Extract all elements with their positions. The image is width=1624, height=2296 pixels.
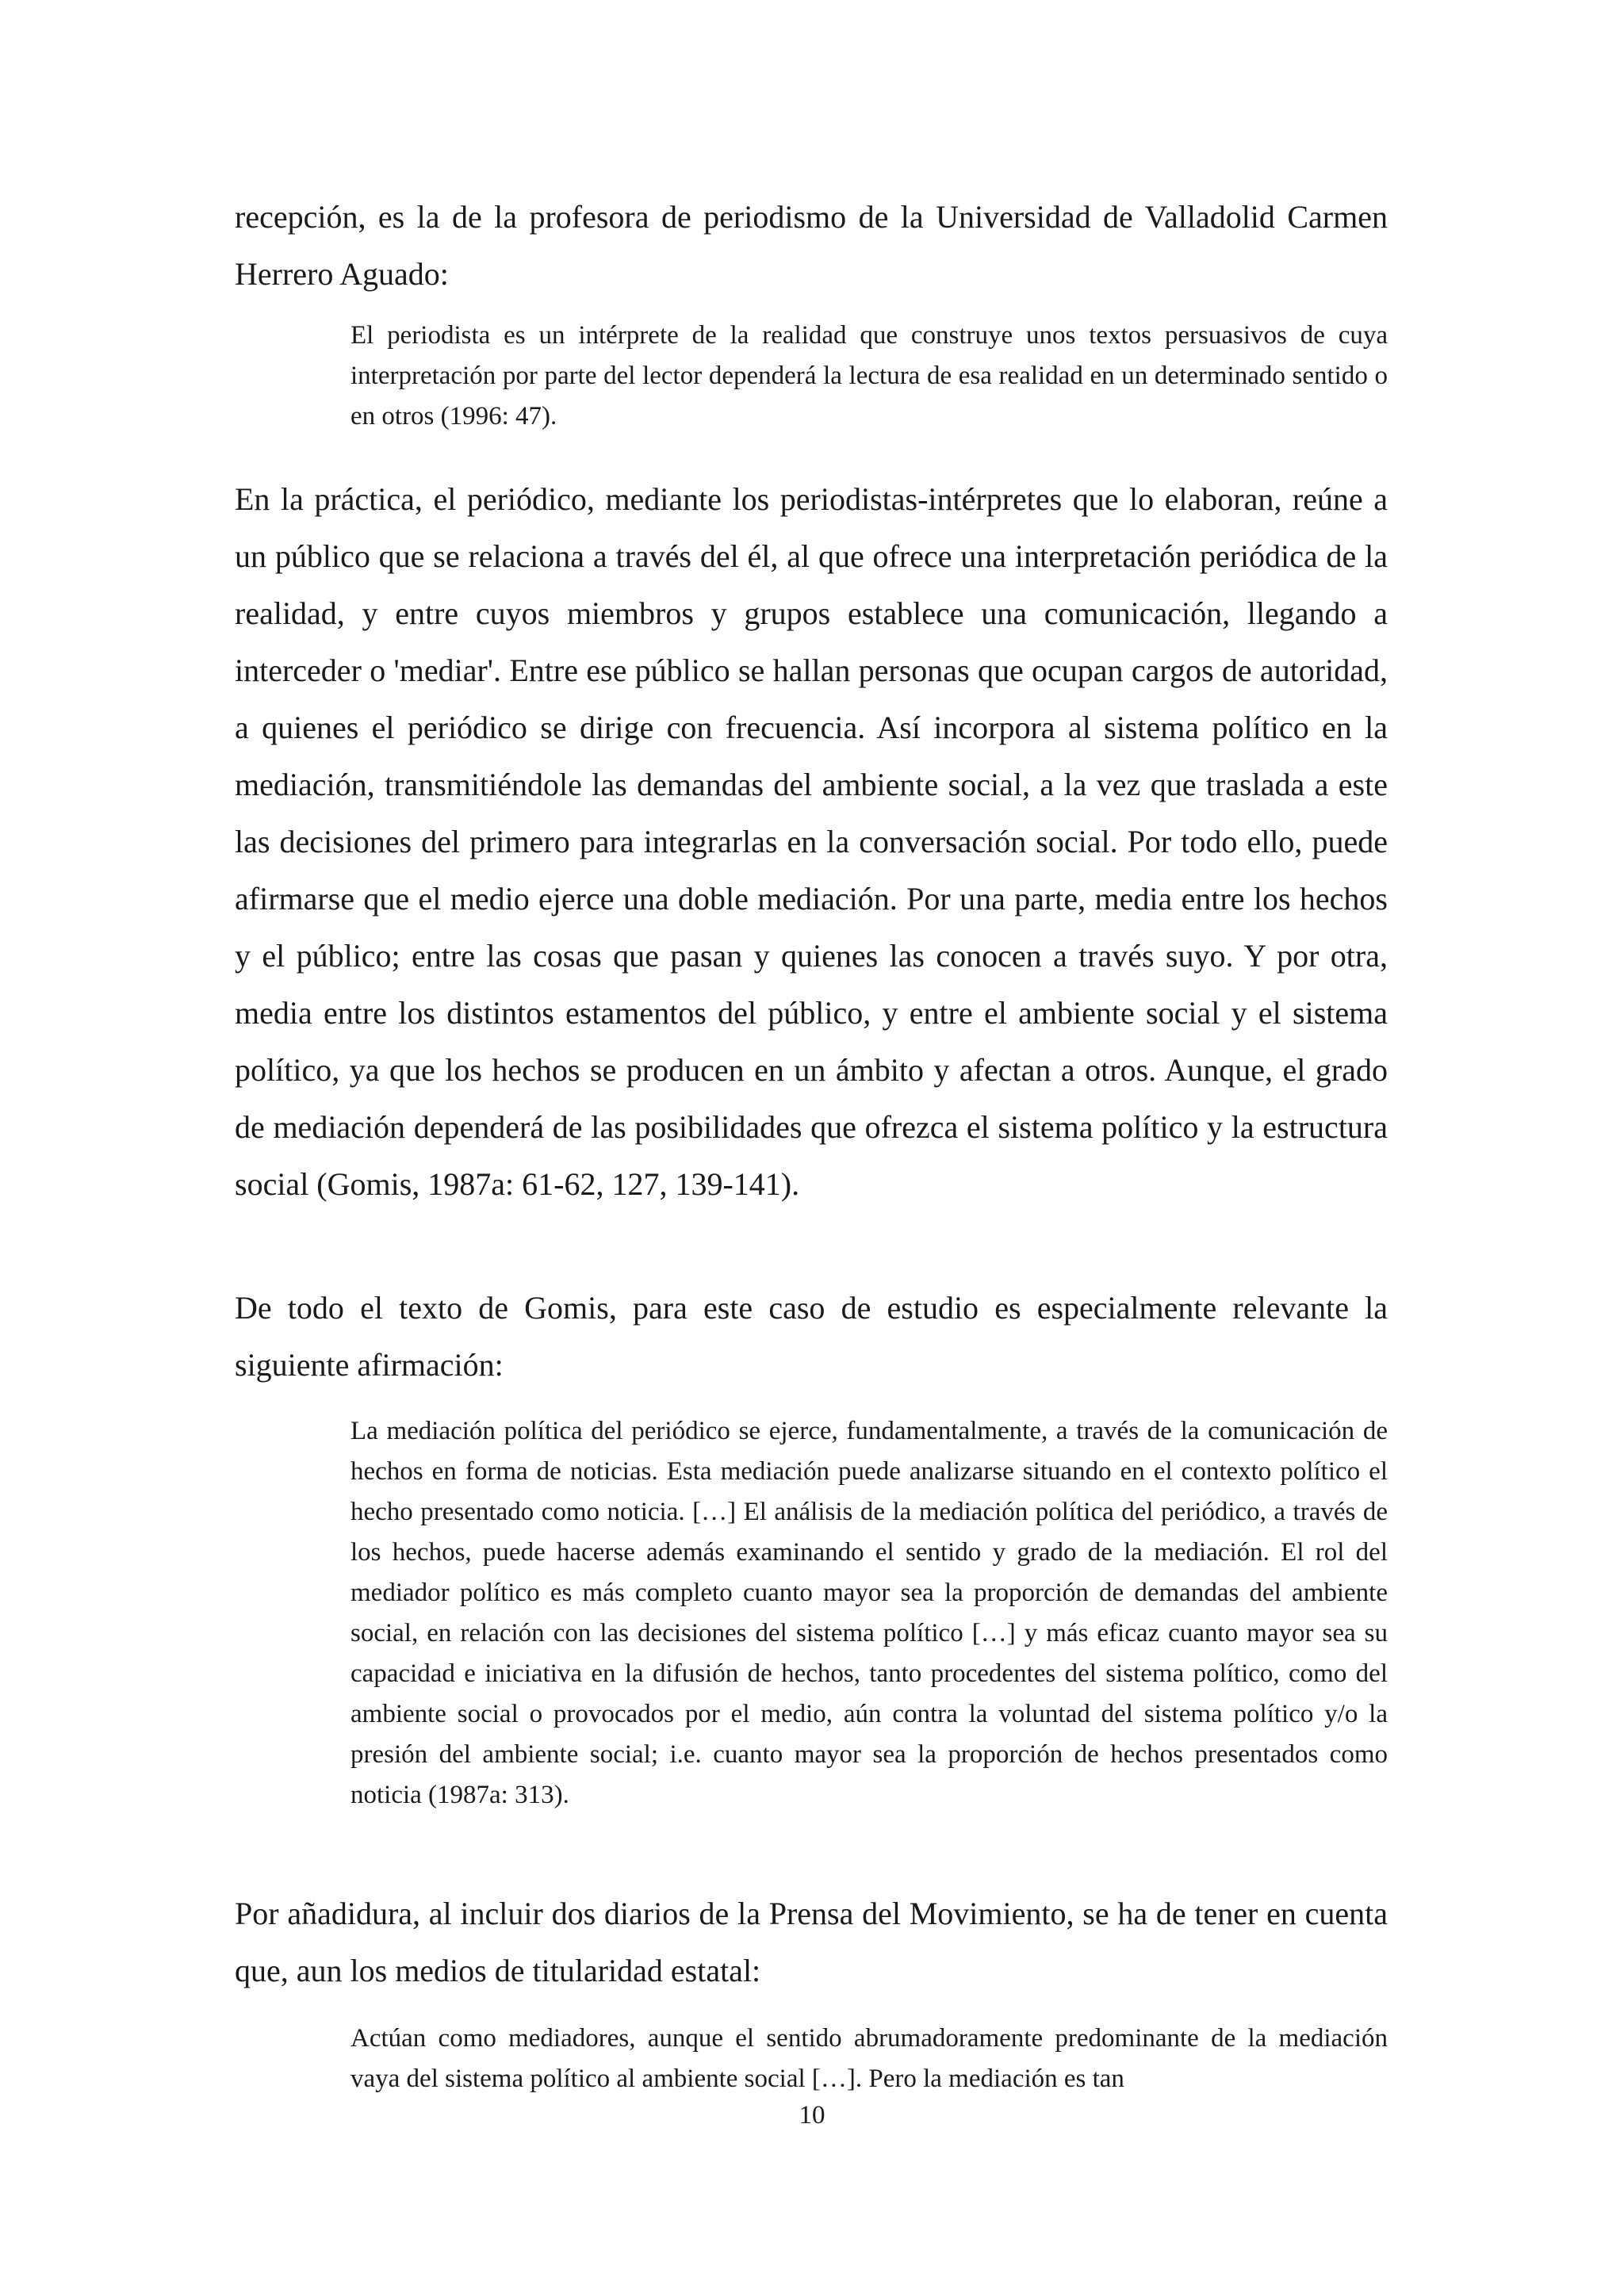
paragraph-mediation: En la práctica, el periódico, mediante los periodistas-intérpretes que lo elaboran, reúne a un público que se relaciona a través del él, al que ofrece una interpretación periódica de la realidad, y entre cuyos miembros y grupos establece una comunicación, llegando a interceder o 'mediar'. Entre ese público se hallan personas que ocupan cargos de autoridad, a quienes el periódico se dirige con frecuencia. Así incorpora al sistema político en la mediación, transmitiéndole las demandas del ambiente social, a la vez que traslada a este las decisiones del primero para integrarlas en la conversación social. Por todo ello, puede afirmarse que el medio ejerce una doble mediación. Por una parte, media entre los hechos y el público; entre las cosas que pasan y quienes las conocen a través suyo. Y por otra, media entre los distintos estamentos del público, y entre el ambiente social y el sistema político, ya que los hechos se producen en un ámbito y afectan a otros. Aunque, el grado de mediación dependerá de las posibilidades que ofrezca el sistema político y la estructura social (Gomis, 1987a: 61-62, 127, 139-141). xyxy=(235,481,1388,1202)
block-quote-herrero: El periodista es un intérprete de la realidad que construye unos textos persuasivos de cuya interpretación por parte del lector dependerá la lectura de esa realidad en un determinado sentido o en otros (1996: 47). xyxy=(350,321,1388,430)
paragraph-gomis-intro: De todo el texto de Gomis, para este caso de estudio es especialmente relevante la siguiente afirmación: xyxy=(235,1290,1388,1383)
block-quote-gomis: La mediación política del periódico se ejerce, fundamentalmente, a través de la comunicación de hechos en forma de noticias. Esta mediación puede analizarse situando en el contexto político el hecho presentado como noticia. […] El análisis de la mediación política del periódico, a través de los hechos, puede hacerse además examinando el sentido y grado de la mediación. El rol del mediador político es más completo cuanto mayor sea la proporción de demandas del ambiente social, en relación con las decisiones del sistema político […] y más eficaz cuanto mayor sea su capacidad e iniciativa en la difusión de hechos, tanto procedentes del sistema político, como del ambiente social o provocados por el medio, aún contra la voluntad del sistema político y/o la presión del ambiente social; i.e. cuanto mayor sea la proporción de hechos presentados como noticia (1987a: 313). xyxy=(350,1417,1388,1809)
paragraph-intro: recepción, es la de la profesora de periodismo de la Universidad de Valladolid Carmen Herrero Aguado: xyxy=(235,199,1388,292)
block-quote-state-media: Actúan como mediadores, aunque el sentido abrumadoramente predominante de la mediación vaya del sistema político al ambiente social […]. Pero la mediación es tan xyxy=(350,2024,1388,2093)
paragraph-movimiento: Por añadidura, al incluir dos diarios de la Prensa del Movimiento, se ha de tener en cuenta que, aun los medios de titularidad estatal: xyxy=(235,1896,1388,1988)
page-number: 10 xyxy=(799,2101,825,2130)
